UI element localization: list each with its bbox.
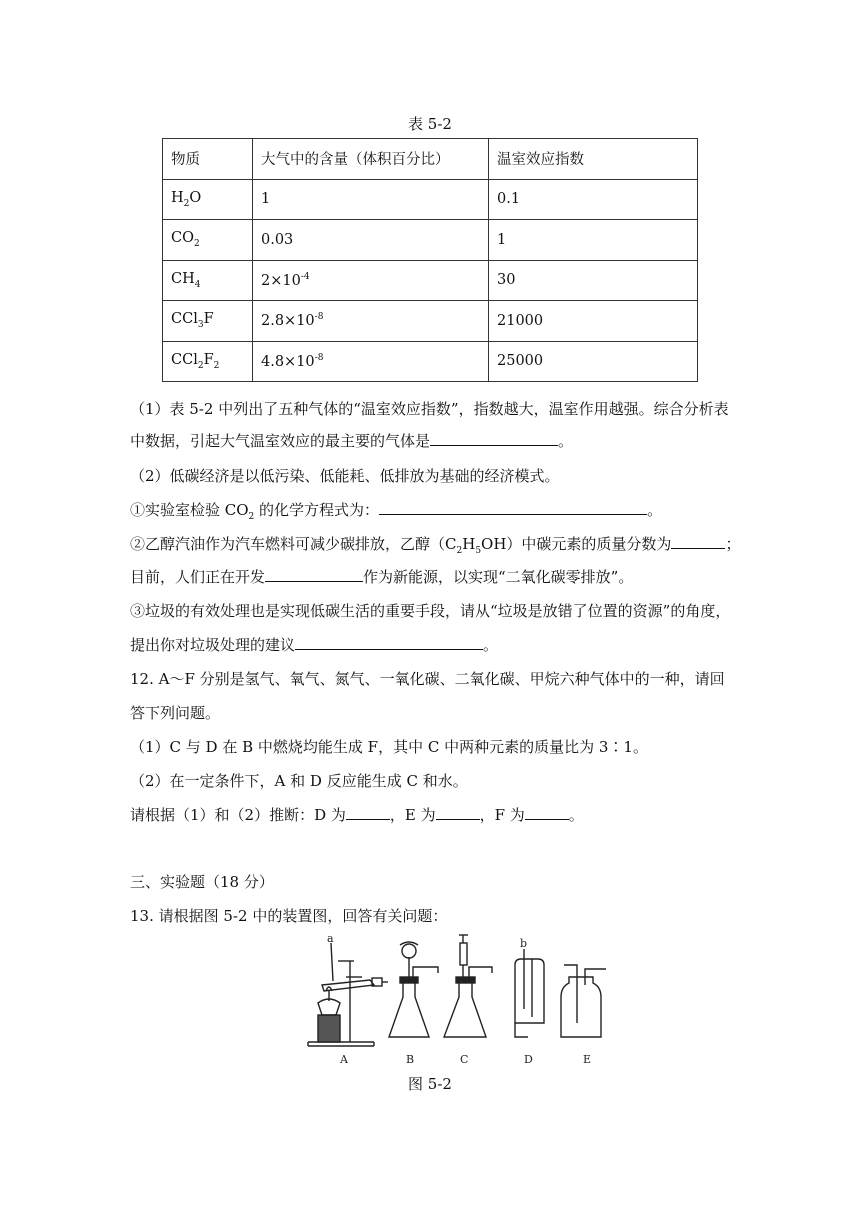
- cell-substance: $CCl_2F_2$: [163, 341, 253, 382]
- answer-blank[interactable]: [436, 804, 480, 820]
- answer-blank[interactable]: [295, 634, 483, 650]
- label-b: B: [406, 1053, 415, 1066]
- q2-item-3: ③垃圾的有效处理也是实现低碳生活的重要手段，请从“垃圾是放错了位置的资源”的角度，: [130, 602, 731, 620]
- label-d: D: [524, 1053, 533, 1066]
- q12-line-2: 答下列问题。: [130, 704, 221, 722]
- cell-index: 21000: [489, 301, 698, 342]
- cell-content: 0.03: [253, 220, 489, 261]
- table-row: [163, 179, 698, 220]
- header-substance: 物质: [163, 139, 253, 180]
- apparatus-c: [444, 935, 492, 1037]
- q2-item-2: ②乙醇汽油作为汽车燃料可减少碳排放，乙醇$(C_2H_5OH)$中碳元素的质量分数为 ；: [130, 535, 741, 556]
- answer-blank[interactable]: [430, 430, 558, 446]
- answer-blank[interactable]: [346, 804, 390, 820]
- apparatus-e: [561, 965, 606, 1037]
- cell-substance: $CO_2$: [163, 220, 253, 261]
- cell-index: 30: [489, 260, 698, 301]
- section-3-heading: 三、实验题（18 分）: [130, 873, 274, 891]
- header-content: 大气中的含量（体积百分比）: [253, 139, 489, 180]
- figure-caption: 图 5-2: [408, 1075, 452, 1093]
- label-c: C: [460, 1053, 469, 1066]
- q12-item-3: 请根据（1）和（2）推断：D 为 ，E 为 ，F 为 。: [130, 806, 584, 824]
- answer-blank[interactable]: [265, 566, 363, 582]
- q1-line-2: 中数据，引起大气温室效应的最主要的气体是 。: [130, 432, 574, 450]
- table-row: [163, 260, 698, 301]
- cell-content: $4.8\times 10^{-8}$: [253, 341, 489, 382]
- q13-line: 13. 请根据图 5-2 中的装置图，回答有关问题：: [130, 907, 448, 925]
- apparatus-drawing: [300, 925, 620, 1070]
- apparatus-figure: [300, 925, 620, 1070]
- apparatus-d: [515, 949, 544, 1037]
- q2-item-2-cont: 目前，人们正在开发 作为新能源，以实现“二氧化碳零排放”。: [130, 568, 634, 586]
- marker-b: b: [520, 937, 528, 950]
- cell-index: 25000: [489, 341, 698, 382]
- cell-substance: $CH_4$: [163, 260, 253, 301]
- q2-item-3-cont: 提出你对垃圾处理的建议 。: [130, 636, 499, 654]
- cell-content: $2\times 10^{-4}$: [253, 260, 489, 301]
- q12-item-2: （2）在一定条件下，A 和 D 反应能生成 C 和水。: [130, 772, 468, 790]
- q1-line-1: （1）表 5-2 中列出了五种气体的“温室效应指数”，指数越大，温室作用越强。综合分析表: [130, 400, 729, 418]
- q12-item-1: （1）C 与 D 在 B 中燃烧均能生成 F，其中 C 中两种元素的质量比为 3∶1。: [130, 738, 648, 756]
- apparatus-a: [308, 943, 388, 1046]
- q12-line-1: 12. A～F 分别是氢气、氧气、氮气、一氧化碳、二氧化碳、甲烷六种气体中的一种，请回: [130, 670, 725, 688]
- answer-blank[interactable]: [379, 499, 647, 515]
- answer-blank[interactable]: [671, 533, 725, 549]
- apparatus-b: [389, 942, 438, 1037]
- cell-substance: $H_2O$: [163, 179, 253, 220]
- answer-blank[interactable]: [525, 804, 569, 820]
- greenhouse-gas-table: [162, 138, 698, 382]
- cell-index: 1: [489, 220, 698, 261]
- cell-content: 1: [253, 179, 489, 220]
- q2-item-1: ①实验室检验 $CO_2$ 的化学方程式为： 。: [130, 501, 663, 522]
- label-a: A: [340, 1053, 348, 1066]
- cell-content: $2.8\times 10^{-8}$: [253, 301, 489, 342]
- header-index: 温室效应指数: [489, 139, 698, 180]
- label-e: E: [583, 1053, 592, 1066]
- cell-substance: CCl$_3$F: [163, 301, 253, 342]
- q2-intro: （2）低碳经济是以低污染、低能耗、低排放为基础的经济模式。: [130, 467, 560, 485]
- table-caption: 表 5-2: [408, 115, 452, 133]
- table-row: [163, 220, 698, 261]
- table-row: [163, 301, 698, 342]
- table-header-row: [163, 139, 698, 180]
- cell-index: 0.1: [489, 179, 698, 220]
- table-row: [163, 341, 698, 382]
- marker-a: a: [327, 932, 334, 945]
